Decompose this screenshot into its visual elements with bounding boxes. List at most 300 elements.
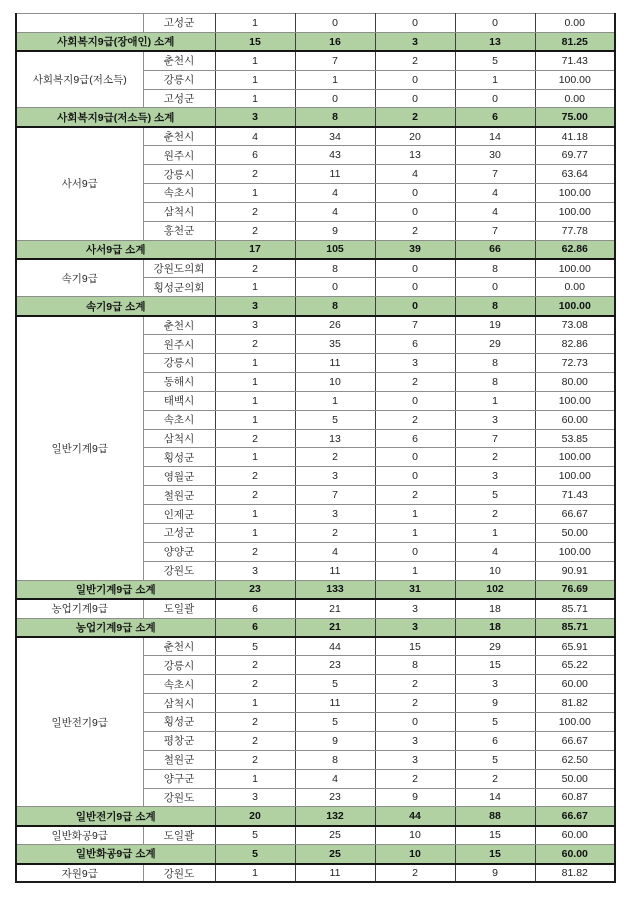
value-cell: 1 xyxy=(215,278,295,297)
table-row xyxy=(16,826,615,845)
subtotal-value-cell: 133 xyxy=(295,580,375,599)
percent-cell: 63.64 xyxy=(535,165,615,184)
percent-cell: 69.77 xyxy=(535,146,615,165)
value-cell: 1 xyxy=(455,524,535,543)
value-cell: 1 xyxy=(215,89,295,108)
percent-cell: 71.43 xyxy=(535,51,615,70)
statistics-table xyxy=(15,13,616,883)
percent-cell: 60.87 xyxy=(535,788,615,807)
value-cell: 3 xyxy=(375,731,455,750)
percent-cell: 0.00 xyxy=(535,89,615,108)
region-cell: 원주시 xyxy=(143,146,215,165)
value-cell: 19 xyxy=(455,316,535,335)
subtotal-percent-cell: 62.86 xyxy=(535,240,615,259)
value-cell: 2 xyxy=(295,448,375,467)
percent-cell: 50.00 xyxy=(535,524,615,543)
percent-cell: 71.43 xyxy=(535,486,615,505)
value-cell: 5 xyxy=(295,712,375,731)
value-cell: 2 xyxy=(215,750,295,769)
percent-cell: 0.00 xyxy=(535,278,615,297)
value-cell: 1 xyxy=(295,391,375,410)
region-cell: 횡성군 xyxy=(143,712,215,731)
value-cell: 2 xyxy=(375,675,455,694)
value-cell: 4 xyxy=(295,184,375,203)
value-cell: 0 xyxy=(455,278,535,297)
value-cell: 7 xyxy=(455,221,535,240)
value-cell: 0 xyxy=(375,14,455,33)
region-cell: 영월군 xyxy=(143,467,215,486)
category-cell: 일반기계9급 xyxy=(16,316,143,580)
region-cell: 강릉시 xyxy=(143,165,215,184)
region-cell: 고성군 xyxy=(143,524,215,543)
value-cell: 23 xyxy=(295,788,375,807)
region-cell: 홍천군 xyxy=(143,221,215,240)
value-cell: 2 xyxy=(215,259,295,278)
value-cell: 1 xyxy=(215,448,295,467)
subtotal-value-cell: 39 xyxy=(375,240,455,259)
subtotal-value-cell: 6 xyxy=(455,108,535,127)
value-cell: 5 xyxy=(215,826,295,845)
value-cell: 43 xyxy=(295,146,375,165)
subtotal-percent-cell: 85.71 xyxy=(535,618,615,637)
value-cell: 4 xyxy=(295,542,375,561)
percent-cell: 100.00 xyxy=(535,712,615,731)
value-cell: 3 xyxy=(375,599,455,618)
value-cell: 2 xyxy=(215,335,295,354)
value-cell: 8 xyxy=(455,354,535,373)
category-cell: 사서9급 xyxy=(16,127,143,240)
value-cell: 25 xyxy=(295,826,375,845)
value-cell: 0 xyxy=(375,89,455,108)
subtotal-percent-cell: 75.00 xyxy=(535,108,615,127)
subtotal-label-cell: 속기9급 소계 xyxy=(16,297,215,316)
table-row xyxy=(16,637,615,656)
region-cell: 속초시 xyxy=(143,410,215,429)
value-cell: 4 xyxy=(295,769,375,788)
value-cell: 1 xyxy=(215,694,295,713)
value-cell: 2 xyxy=(375,769,455,788)
subtotal-percent-cell: 81.25 xyxy=(535,32,615,51)
subtotal-percent-cell: 60.00 xyxy=(535,845,615,864)
value-cell: 2 xyxy=(375,372,455,391)
subtotal-value-cell: 5 xyxy=(215,845,295,864)
value-cell: 7 xyxy=(295,486,375,505)
value-cell: 18 xyxy=(455,599,535,618)
value-cell: 3 xyxy=(295,467,375,486)
region-cell: 횡성군의회 xyxy=(143,278,215,297)
region-cell: 양구군 xyxy=(143,769,215,788)
value-cell: 6 xyxy=(455,731,535,750)
value-cell: 0 xyxy=(375,202,455,221)
subtotal-value-cell: 3 xyxy=(215,297,295,316)
value-cell: 2 xyxy=(295,524,375,543)
subtotal-value-cell: 20 xyxy=(215,807,295,826)
value-cell: 11 xyxy=(295,165,375,184)
value-cell: 2 xyxy=(215,202,295,221)
value-cell: 8 xyxy=(455,259,535,278)
value-cell: 4 xyxy=(295,202,375,221)
value-cell: 4 xyxy=(375,165,455,184)
percent-cell: 60.00 xyxy=(535,826,615,845)
subtotal-value-cell: 17 xyxy=(215,240,295,259)
region-cell: 인제군 xyxy=(143,505,215,524)
subtotal-value-cell: 3 xyxy=(215,108,295,127)
table-row xyxy=(16,127,615,146)
table-row xyxy=(16,316,615,335)
value-cell: 2 xyxy=(215,486,295,505)
region-cell: 도일괄 xyxy=(143,826,215,845)
subtotal-value-cell: 10 xyxy=(375,845,455,864)
region-cell: 고성군 xyxy=(143,14,215,33)
percent-cell: 60.00 xyxy=(535,675,615,694)
value-cell: 15 xyxy=(455,826,535,845)
value-cell: 7 xyxy=(375,316,455,335)
region-cell: 도일괄 xyxy=(143,599,215,618)
value-cell: 3 xyxy=(215,561,295,580)
value-cell: 0 xyxy=(295,89,375,108)
value-cell: 13 xyxy=(375,146,455,165)
value-cell: 3 xyxy=(455,467,535,486)
value-cell: 1 xyxy=(215,864,295,883)
value-cell: 3 xyxy=(375,354,455,373)
value-cell: 9 xyxy=(295,731,375,750)
value-cell: 2 xyxy=(455,769,535,788)
value-cell: 2 xyxy=(375,694,455,713)
region-cell: 속초시 xyxy=(143,184,215,203)
value-cell: 0 xyxy=(295,14,375,33)
subtotal-row xyxy=(16,618,615,637)
value-cell: 2 xyxy=(215,429,295,448)
table-row xyxy=(16,864,615,883)
percent-cell: 41.18 xyxy=(535,127,615,146)
category-cell: 농업기계9급 xyxy=(16,599,143,618)
percent-cell: 60.00 xyxy=(535,410,615,429)
subtotal-value-cell: 6 xyxy=(215,618,295,637)
value-cell: 0 xyxy=(455,14,535,33)
region-cell: 춘천시 xyxy=(143,316,215,335)
value-cell: 15 xyxy=(455,656,535,675)
value-cell: 2 xyxy=(215,165,295,184)
subtotal-value-cell: 44 xyxy=(375,807,455,826)
region-cell: 강릉시 xyxy=(143,656,215,675)
percent-cell: 100.00 xyxy=(535,467,615,486)
percent-cell: 50.00 xyxy=(535,769,615,788)
value-cell: 26 xyxy=(295,316,375,335)
value-cell: 9 xyxy=(455,864,535,883)
value-cell: 1 xyxy=(215,769,295,788)
subtotal-value-cell: 0 xyxy=(375,297,455,316)
percent-cell: 100.00 xyxy=(535,202,615,221)
table-row xyxy=(16,51,615,70)
value-cell: 1 xyxy=(215,410,295,429)
percent-cell: 100.00 xyxy=(535,259,615,278)
value-cell: 2 xyxy=(215,675,295,694)
value-cell: 20 xyxy=(375,127,455,146)
subtotal-value-cell: 3 xyxy=(375,618,455,637)
value-cell: 34 xyxy=(295,127,375,146)
value-cell: 11 xyxy=(295,694,375,713)
value-cell: 4 xyxy=(455,542,535,561)
value-cell: 2 xyxy=(375,864,455,883)
subtotal-row xyxy=(16,297,615,316)
subtotal-value-cell: 102 xyxy=(455,580,535,599)
table-body xyxy=(16,14,615,883)
subtotal-value-cell: 31 xyxy=(375,580,455,599)
value-cell: 8 xyxy=(455,372,535,391)
value-cell: 10 xyxy=(295,372,375,391)
value-cell: 0 xyxy=(455,89,535,108)
value-cell: 9 xyxy=(375,788,455,807)
table-row xyxy=(16,599,615,618)
value-cell: 1 xyxy=(215,354,295,373)
value-cell: 2 xyxy=(215,656,295,675)
value-cell: 3 xyxy=(455,675,535,694)
value-cell: 9 xyxy=(455,694,535,713)
value-cell: 2 xyxy=(215,467,295,486)
value-cell: 0 xyxy=(375,448,455,467)
value-cell: 2 xyxy=(375,486,455,505)
value-cell: 7 xyxy=(455,429,535,448)
value-cell: 23 xyxy=(295,656,375,675)
value-cell: 9 xyxy=(295,221,375,240)
subtotal-row xyxy=(16,807,615,826)
value-cell: 0 xyxy=(375,70,455,89)
value-cell: 1 xyxy=(215,372,295,391)
subtotal-label-cell: 사서9급 소계 xyxy=(16,240,215,259)
percent-cell: 90.91 xyxy=(535,561,615,580)
value-cell: 7 xyxy=(455,165,535,184)
value-cell: 15 xyxy=(375,637,455,656)
table-row xyxy=(16,14,615,33)
subtotal-value-cell: 15 xyxy=(215,32,295,51)
region-cell: 삼척시 xyxy=(143,429,215,448)
subtotal-percent-cell: 66.67 xyxy=(535,807,615,826)
percent-cell: 65.91 xyxy=(535,637,615,656)
value-cell: 35 xyxy=(295,335,375,354)
percent-cell: 81.82 xyxy=(535,864,615,883)
subtotal-row xyxy=(16,240,615,259)
region-cell: 태백시 xyxy=(143,391,215,410)
value-cell: 5 xyxy=(295,410,375,429)
percent-cell: 80.00 xyxy=(535,372,615,391)
percent-cell: 53.85 xyxy=(535,429,615,448)
subtotal-label-cell: 일반화공9급 소계 xyxy=(16,845,215,864)
value-cell: 0 xyxy=(375,712,455,731)
region-cell: 춘천시 xyxy=(143,127,215,146)
subtotal-value-cell: 2 xyxy=(375,108,455,127)
value-cell: 29 xyxy=(455,335,535,354)
value-cell: 3 xyxy=(295,505,375,524)
value-cell: 1 xyxy=(375,561,455,580)
value-cell: 1 xyxy=(375,505,455,524)
value-cell: 5 xyxy=(455,486,535,505)
value-cell: 0 xyxy=(375,278,455,297)
subtotal-value-cell: 88 xyxy=(455,807,535,826)
percent-cell: 85.71 xyxy=(535,599,615,618)
region-cell: 횡성군 xyxy=(143,448,215,467)
subtotal-value-cell: 66 xyxy=(455,240,535,259)
region-cell: 원주시 xyxy=(143,335,215,354)
value-cell: 1 xyxy=(215,391,295,410)
value-cell: 2 xyxy=(215,731,295,750)
region-cell: 속초시 xyxy=(143,675,215,694)
subtotal-value-cell: 16 xyxy=(295,32,375,51)
subtotal-percent-cell: 100.00 xyxy=(535,297,615,316)
value-cell: 2 xyxy=(375,410,455,429)
value-cell: 5 xyxy=(455,712,535,731)
value-cell: 0 xyxy=(375,184,455,203)
value-cell: 8 xyxy=(295,259,375,278)
region-cell: 강원도 xyxy=(143,788,215,807)
category-cell: 일반전기9급 xyxy=(16,637,143,807)
value-cell: 0 xyxy=(295,278,375,297)
percent-cell: 100.00 xyxy=(535,184,615,203)
percent-cell: 81.82 xyxy=(535,694,615,713)
value-cell: 6 xyxy=(375,335,455,354)
value-cell: 29 xyxy=(455,637,535,656)
category-cell xyxy=(16,14,143,33)
subtotal-label-cell: 일반기계9급 소계 xyxy=(16,580,215,599)
subtotal-label-cell: 사회복지9급(장애인) 소계 xyxy=(16,32,215,51)
value-cell: 8 xyxy=(375,656,455,675)
value-cell: 2 xyxy=(375,51,455,70)
value-cell: 2 xyxy=(215,221,295,240)
percent-cell: 100.00 xyxy=(535,542,615,561)
value-cell: 30 xyxy=(455,146,535,165)
value-cell: 3 xyxy=(375,750,455,769)
value-cell: 1 xyxy=(215,184,295,203)
value-cell: 44 xyxy=(295,637,375,656)
value-cell: 14 xyxy=(455,788,535,807)
value-cell: 13 xyxy=(295,429,375,448)
table-row xyxy=(16,259,615,278)
percent-cell: 0.00 xyxy=(535,14,615,33)
subtotal-row xyxy=(16,108,615,127)
subtotal-row xyxy=(16,580,615,599)
value-cell: 2 xyxy=(455,505,535,524)
subtotal-row xyxy=(16,845,615,864)
value-cell: 0 xyxy=(375,542,455,561)
value-cell: 1 xyxy=(455,391,535,410)
region-cell: 강릉시 xyxy=(143,354,215,373)
percent-cell: 73.08 xyxy=(535,316,615,335)
value-cell: 1 xyxy=(215,14,295,33)
percent-cell: 100.00 xyxy=(535,391,615,410)
value-cell: 2 xyxy=(455,448,535,467)
subtotal-value-cell: 18 xyxy=(455,618,535,637)
value-cell: 14 xyxy=(455,127,535,146)
percent-cell: 77.78 xyxy=(535,221,615,240)
value-cell: 8 xyxy=(295,750,375,769)
percent-cell: 65.22 xyxy=(535,656,615,675)
subtotal-value-cell: 23 xyxy=(215,580,295,599)
region-cell: 철원군 xyxy=(143,750,215,769)
value-cell: 4 xyxy=(215,127,295,146)
region-cell: 삼척시 xyxy=(143,694,215,713)
value-cell: 6 xyxy=(215,146,295,165)
percent-cell: 72.73 xyxy=(535,354,615,373)
category-cell: 자원9급 xyxy=(16,864,143,883)
value-cell: 4 xyxy=(455,202,535,221)
value-cell: 0 xyxy=(375,259,455,278)
percent-cell: 66.67 xyxy=(535,505,615,524)
category-cell: 사회복지9급(저소득) xyxy=(16,51,143,108)
value-cell: 5 xyxy=(215,637,295,656)
value-cell: 1 xyxy=(375,524,455,543)
category-cell: 일반화공9급 xyxy=(16,826,143,845)
region-cell: 삼척시 xyxy=(143,202,215,221)
value-cell: 1 xyxy=(215,51,295,70)
subtotal-label-cell: 사회복지9급(저소득) 소계 xyxy=(16,108,215,127)
subtotal-value-cell: 21 xyxy=(295,618,375,637)
subtotal-value-cell: 8 xyxy=(295,108,375,127)
value-cell: 10 xyxy=(455,561,535,580)
region-cell: 강원도 xyxy=(143,864,215,883)
region-cell: 강원도의회 xyxy=(143,259,215,278)
region-cell: 평창군 xyxy=(143,731,215,750)
percent-cell: 100.00 xyxy=(535,70,615,89)
value-cell: 3 xyxy=(215,316,295,335)
value-cell: 1 xyxy=(455,70,535,89)
region-cell: 양양군 xyxy=(143,542,215,561)
subtotal-value-cell: 132 xyxy=(295,807,375,826)
subtotal-row xyxy=(16,32,615,51)
region-cell: 춘천시 xyxy=(143,51,215,70)
subtotal-value-cell: 3 xyxy=(375,32,455,51)
value-cell: 11 xyxy=(295,354,375,373)
region-cell: 강릉시 xyxy=(143,70,215,89)
value-cell: 5 xyxy=(455,750,535,769)
subtotal-value-cell: 8 xyxy=(295,297,375,316)
subtotal-value-cell: 8 xyxy=(455,297,535,316)
region-cell: 춘천시 xyxy=(143,637,215,656)
subtotal-label-cell: 농업기계9급 소계 xyxy=(16,618,215,637)
subtotal-label-cell: 일반전기9급 소계 xyxy=(16,807,215,826)
value-cell: 2 xyxy=(215,542,295,561)
category-cell: 속기9급 xyxy=(16,259,143,297)
value-cell: 21 xyxy=(295,599,375,618)
value-cell: 5 xyxy=(295,675,375,694)
subtotal-value-cell: 15 xyxy=(455,845,535,864)
value-cell: 2 xyxy=(215,712,295,731)
value-cell: 7 xyxy=(295,51,375,70)
value-cell: 4 xyxy=(455,184,535,203)
value-cell: 5 xyxy=(455,51,535,70)
value-cell: 2 xyxy=(375,221,455,240)
value-cell: 0 xyxy=(375,467,455,486)
value-cell: 1 xyxy=(215,505,295,524)
value-cell: 11 xyxy=(295,561,375,580)
value-cell: 0 xyxy=(375,391,455,410)
value-cell: 3 xyxy=(215,788,295,807)
percent-cell: 100.00 xyxy=(535,448,615,467)
subtotal-percent-cell: 76.69 xyxy=(535,580,615,599)
value-cell: 10 xyxy=(375,826,455,845)
value-cell: 1 xyxy=(215,70,295,89)
value-cell: 6 xyxy=(215,599,295,618)
percent-cell: 66.67 xyxy=(535,731,615,750)
value-cell: 11 xyxy=(295,864,375,883)
percent-cell: 82.86 xyxy=(535,335,615,354)
subtotal-value-cell: 25 xyxy=(295,845,375,864)
value-cell: 3 xyxy=(455,410,535,429)
subtotal-value-cell: 105 xyxy=(295,240,375,259)
value-cell: 6 xyxy=(375,429,455,448)
region-cell: 동해시 xyxy=(143,372,215,391)
percent-cell: 62.50 xyxy=(535,750,615,769)
region-cell: 강원도 xyxy=(143,561,215,580)
region-cell: 철원군 xyxy=(143,486,215,505)
